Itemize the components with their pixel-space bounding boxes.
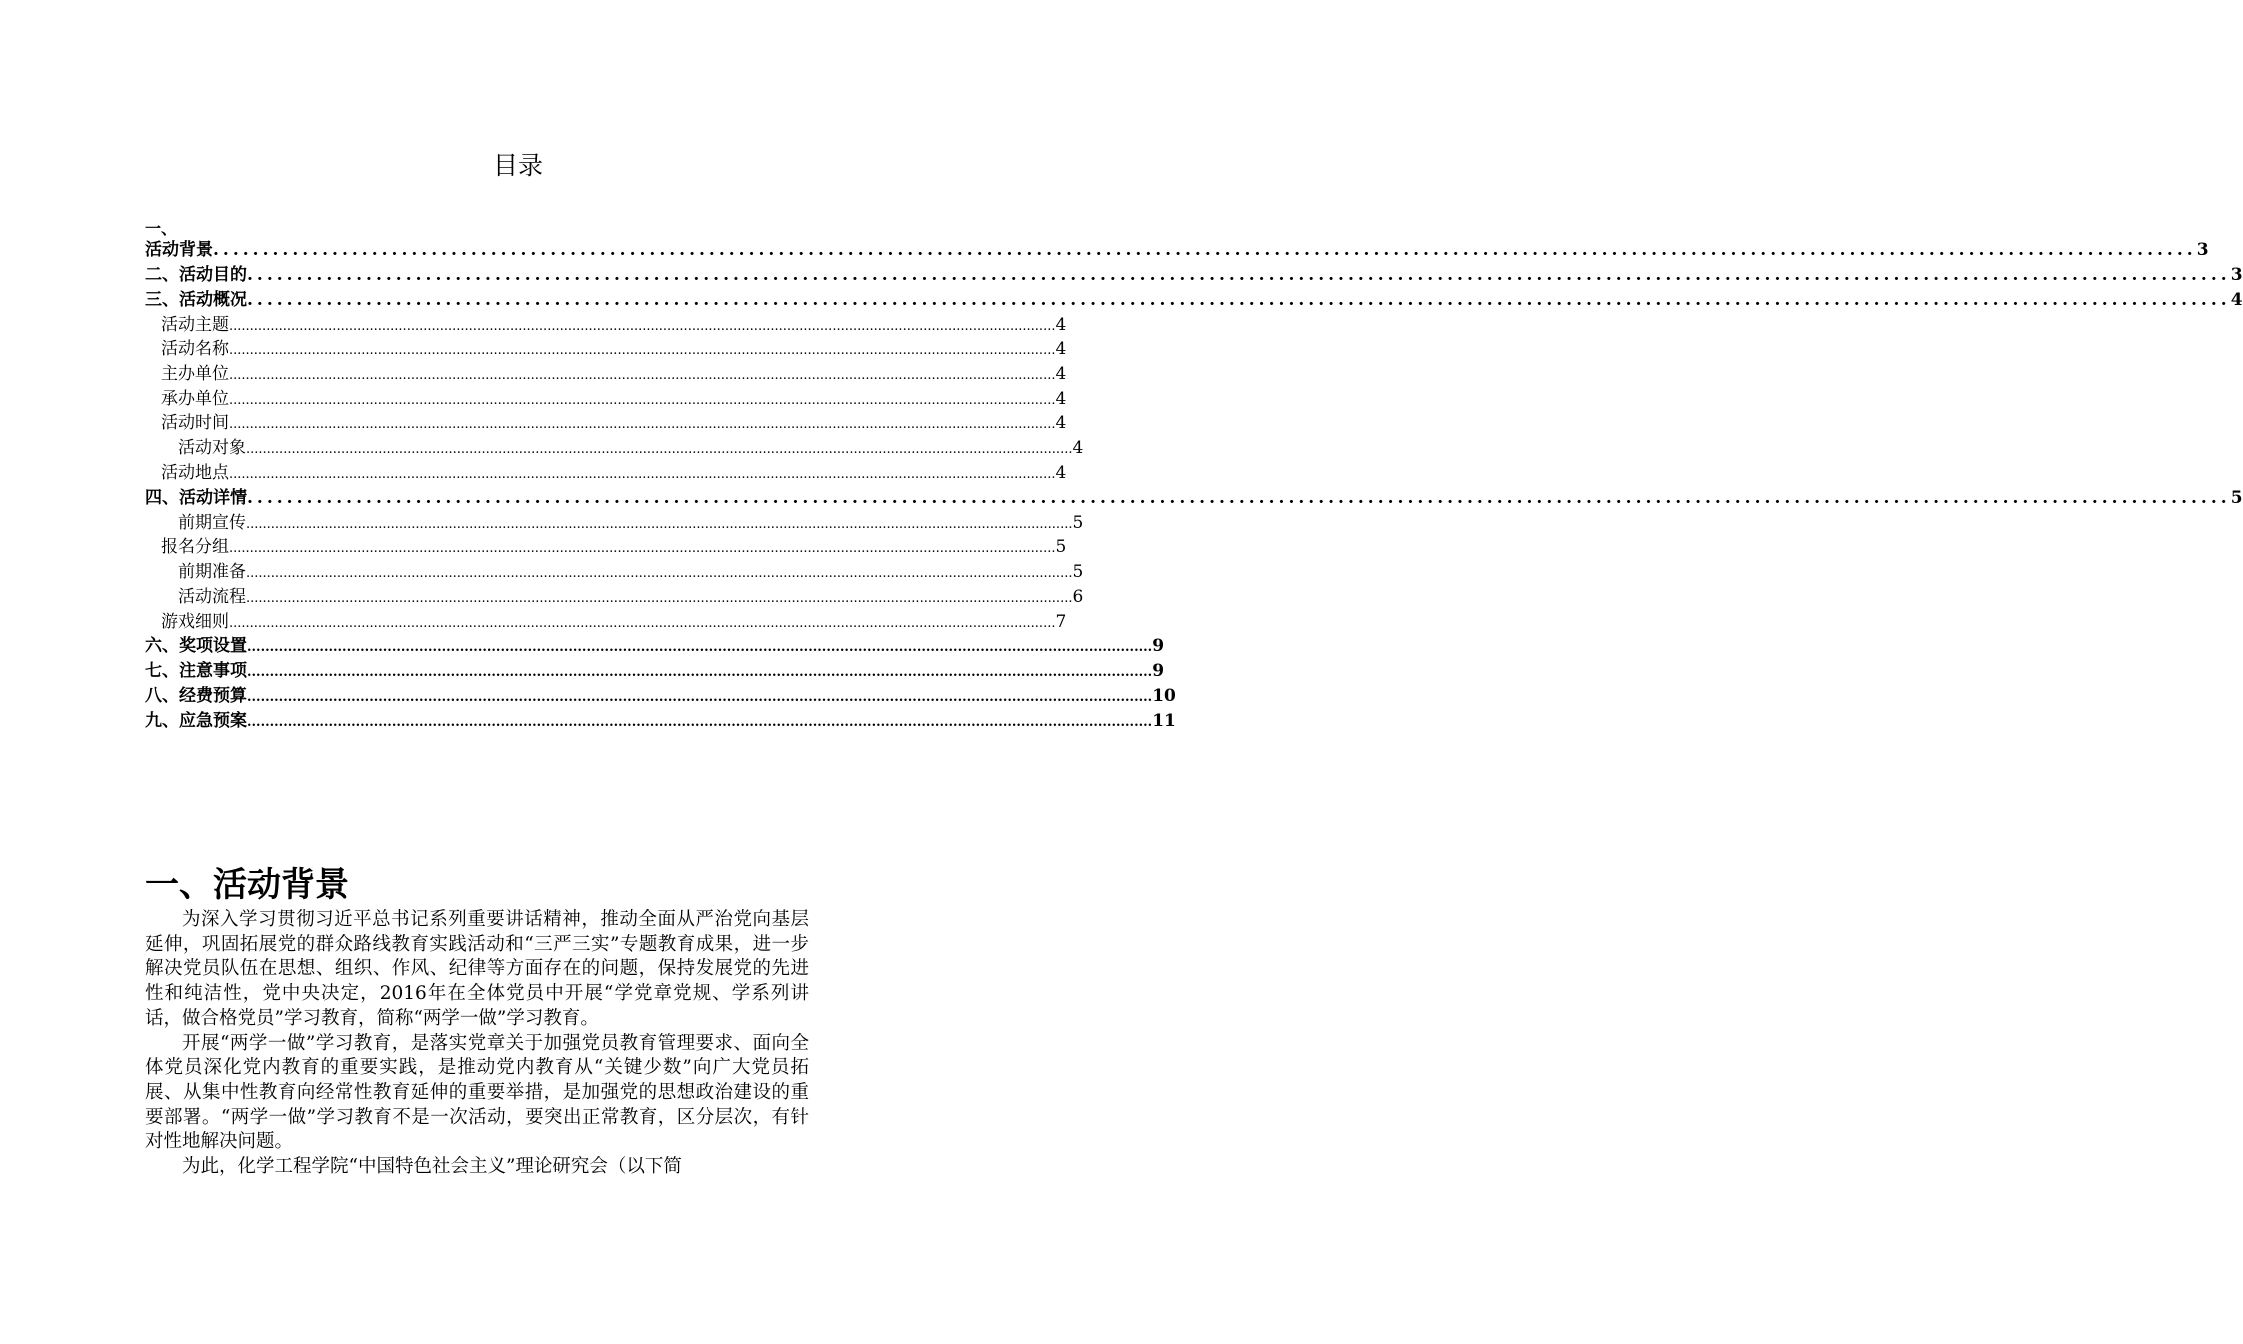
toc-entry-label: 报名分组 bbox=[161, 537, 229, 557]
toc-entry-label: 前期准备 bbox=[178, 562, 246, 582]
toc-entry-page: 10 bbox=[1152, 686, 1176, 706]
toc-entry-page: 5 bbox=[2230, 488, 2243, 508]
toc-leader-dots: ........................................................................................................................................................................................................ bbox=[229, 616, 1056, 631]
toc-entry[interactable] bbox=[145, 709, 1176, 733]
paragraph-3: 为此，化学工程学院“中国特色社会主义”理论研究会（以下简 bbox=[182, 1156, 682, 1178]
toc-entry-page: 4 bbox=[1055, 389, 1067, 409]
toc-leader-dots: ........................................................................................................................................................................................................ bbox=[247, 290, 2231, 310]
toc-leader-dots: ........................................................................................................................................................................................................ bbox=[247, 665, 1153, 680]
toc-entry-page: 4 bbox=[1055, 315, 1067, 335]
toc-leader-dots: ........................................................................................................................................................................................................ bbox=[229, 393, 1056, 408]
toc-entry[interactable] bbox=[145, 263, 2243, 287]
toc-entry-label: 活动时间 bbox=[161, 413, 229, 433]
toc-leader-dots: ........................................................................................................................................................................................................ bbox=[247, 488, 2231, 508]
paragraph-2: 开展“两学一做”学习教育，是落实党章关于加强党员教育管理要求、面向全体党员深化党内教育的重要实践，是推动党内教育从“关键少数”向广大党员拓展、从集中性教育向经常性教育延伸的重要举措，是加强党的思想政治建设的重要部署。“两学一做”学习教育不是一次活动，要突出正常教育，区分层次，有针对性地解决问题。 bbox=[145, 1032, 809, 1153]
toc-entry-page: 4 bbox=[1055, 339, 1067, 359]
toc-entry[interactable] bbox=[145, 684, 1176, 708]
toc-entry[interactable] bbox=[161, 387, 1067, 411]
toc-leader-dots: ........................................................................................................................................................................................................ bbox=[246, 517, 1073, 532]
toc-entry-page: 3 bbox=[2230, 265, 2243, 285]
toc-leader-dots: ........................................................................................................................................................................................................ bbox=[246, 442, 1073, 457]
toc-leader-dots: ........................................................................................................................................................................................................ bbox=[213, 240, 2197, 260]
toc-entry-page: 4 bbox=[1055, 463, 1067, 483]
section-body bbox=[145, 908, 809, 1180]
paragraph-1: 为深入学习贯彻习近平总书记系列重要讲话精神，推动全面从严治党向基层延伸，巩固拓展党的群众路线教育实践活动和“三严三实”专题教育成果，进一步解决党员队伍在思想、组织、作风、纪律等方面存在的问题，保持发展党的先进性和纯洁性，党中央决定，2016年在全体党员中开展“学党章党规、学系列讲话，做合格党员”学习教育，简称“两学一做”学习教育。 bbox=[145, 909, 809, 1029]
toc-entry-label: 活动主题 bbox=[161, 315, 229, 335]
toc-entry-label: 活动名称 bbox=[161, 339, 229, 359]
toc-entry-label: 游戏细则 bbox=[161, 612, 229, 632]
toc-prefix: 一、 bbox=[145, 219, 178, 238]
toc-entry-label: 活动背景 bbox=[145, 240, 213, 260]
toc-entry-page: 4 bbox=[2230, 290, 2243, 310]
toc-entry-page: 3 bbox=[2196, 240, 2209, 260]
toc-entry-page: 4 bbox=[1072, 438, 1084, 458]
toc-entry-label: 七、注意事项 bbox=[145, 661, 247, 681]
toc-entry-label: 活动对象 bbox=[178, 438, 246, 458]
toc-leader-dots: ........................................................................................................................................................................................................ bbox=[247, 690, 1153, 705]
toc-entry-page: 5 bbox=[1055, 537, 1067, 557]
toc-entry[interactable] bbox=[161, 610, 1067, 634]
toc-leader-dots: ........................................................................................................................................................................................................ bbox=[229, 319, 1056, 334]
toc-entry[interactable] bbox=[145, 659, 1165, 683]
toc-entry-label: 活动地点 bbox=[161, 463, 229, 483]
toc-leader-dots: ........................................................................................................................................................................................................ bbox=[229, 467, 1056, 482]
toc-entry[interactable] bbox=[178, 511, 1084, 535]
toc-entry[interactable] bbox=[161, 411, 1067, 435]
toc-leader-dots: ........................................................................................................................................................................................................ bbox=[247, 640, 1153, 655]
toc-title: 目录 bbox=[492, 151, 543, 180]
toc-leader-dots: ........................................................................................................................................................................................................ bbox=[246, 566, 1073, 581]
toc-entry[interactable] bbox=[145, 288, 2243, 312]
toc-entry[interactable] bbox=[161, 313, 1067, 337]
toc-leader-dots: ........................................................................................................................................................................................................ bbox=[247, 715, 1153, 730]
toc-entry[interactable] bbox=[161, 337, 1067, 361]
toc-entry-page: 7 bbox=[1055, 612, 1067, 632]
toc-entry-page: 6 bbox=[1072, 587, 1084, 607]
toc-entry-page: 9 bbox=[1152, 636, 1165, 656]
toc-leader-dots: ........................................................................................................................................................................................................ bbox=[247, 265, 2231, 285]
toc-entry-label: 九、应急预案 bbox=[145, 711, 247, 731]
toc-entry[interactable] bbox=[178, 436, 1084, 460]
toc-entry-page: 4 bbox=[1055, 413, 1067, 433]
toc-entry[interactable] bbox=[161, 461, 1067, 485]
toc-leader-dots: ........................................................................................................................................................................................................ bbox=[229, 343, 1056, 358]
toc-leader-dots: ........................................................................................................................................................................................................ bbox=[229, 541, 1056, 556]
toc-entry-label: 三、活动概况 bbox=[145, 290, 247, 310]
toc-entry-page: 4 bbox=[1055, 364, 1067, 384]
toc-entry-label: 二、活动目的 bbox=[145, 265, 247, 285]
toc-entry[interactable] bbox=[145, 238, 2209, 262]
section-heading: 一、活动背景 bbox=[145, 865, 349, 905]
toc-entry-page: 5 bbox=[1072, 513, 1084, 533]
toc-entry-label: 八、经费预算 bbox=[145, 686, 247, 706]
toc-entry-label: 承办单位 bbox=[161, 389, 229, 409]
toc-entry[interactable] bbox=[161, 362, 1067, 386]
toc-entry-label: 六、奖项设置 bbox=[145, 636, 247, 656]
toc-entry-label: 活动流程 bbox=[178, 587, 246, 607]
toc-leader-dots: ........................................................................................................................................................................................................ bbox=[229, 417, 1056, 432]
toc-leader-dots: ........................................................................................................................................................................................................ bbox=[229, 368, 1056, 383]
toc-entry-label: 四、活动详情 bbox=[145, 488, 247, 508]
toc-entry-label: 主办单位 bbox=[161, 364, 229, 384]
toc-entry-page: 9 bbox=[1152, 661, 1165, 681]
toc-entry[interactable] bbox=[161, 535, 1067, 559]
toc-entry[interactable] bbox=[145, 486, 2243, 510]
toc-entry[interactable] bbox=[145, 634, 1165, 658]
toc-entry-label: 前期宣传 bbox=[178, 513, 246, 533]
toc-entry[interactable] bbox=[178, 560, 1084, 584]
toc-entry[interactable] bbox=[178, 585, 1084, 609]
toc-leader-dots: ........................................................................................................................................................................................................ bbox=[246, 591, 1073, 606]
toc-entry-page: 11 bbox=[1152, 711, 1176, 731]
toc-entry-page: 5 bbox=[1072, 562, 1084, 582]
